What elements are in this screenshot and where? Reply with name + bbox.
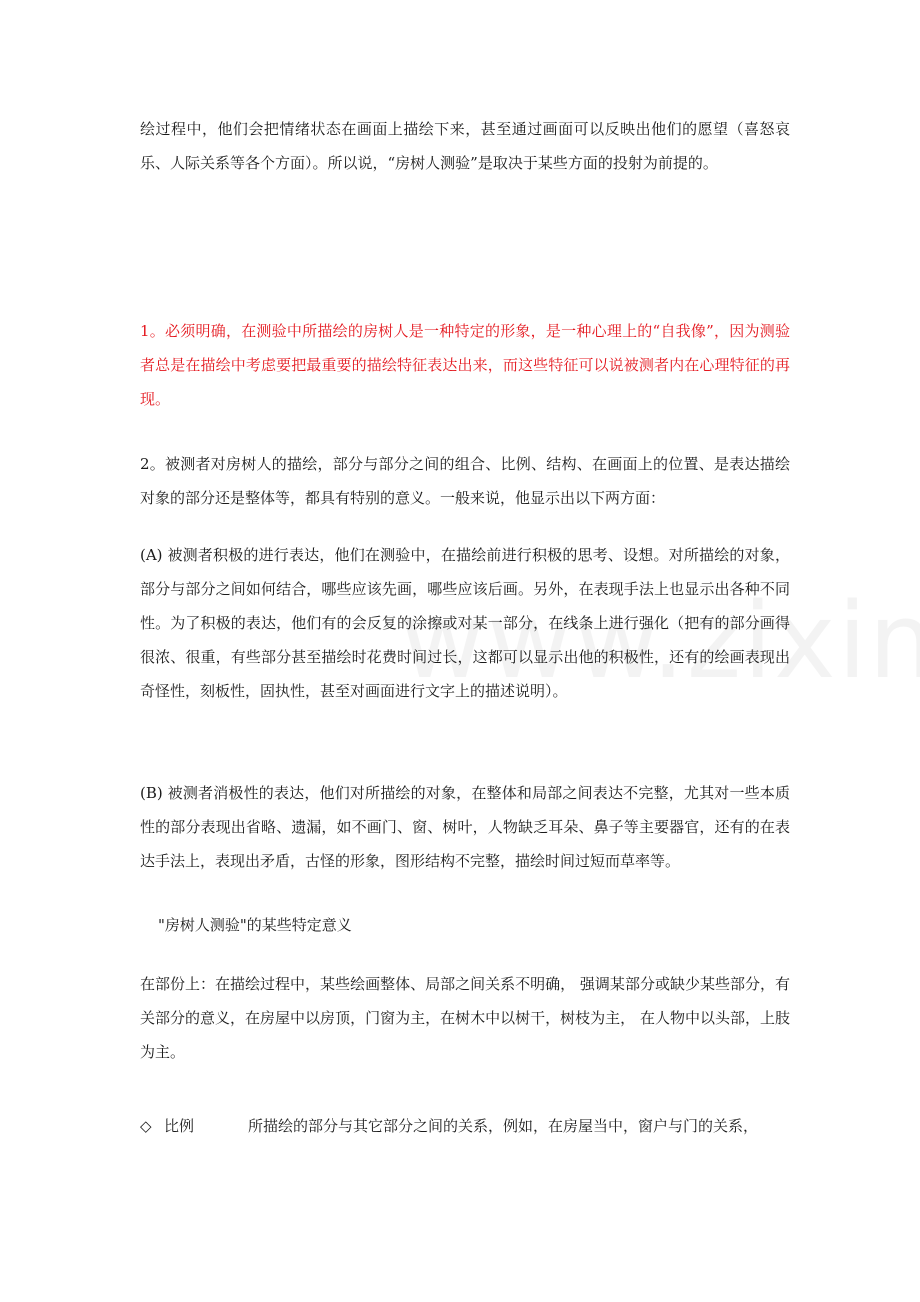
section-heading: "房树人测验"的某些特定意义	[158, 916, 352, 934]
bullet-item-proportion	[140, 1109, 800, 1143]
bullet-text: 所描绘的部分与其它部分之间的关系，例如，在房屋当中，窗户与门的关系，	[248, 1117, 759, 1135]
paragraph-point-1: 1。必须明确，在测验中所描绘的房树人是一种特定的形象，是一种心理上的“自我像”，因为测验者总是在描绘中考虑要把最重要的描绘特征表达出来，而这些特征可以说被测者内在心理特征的再现。	[140, 322, 790, 408]
bullet-term: 比例	[164, 1117, 195, 1135]
paragraph-point-a: (A) 被测者积极的进行表达，他们在测验中，在描绘前进行积极的思考、设想。对所描绘的对象，部分与部分之间如何结合，哪些应该先画，哪些应该后画。另外，在表现手法上也显示出各种不同性。为了积极的表达，他们有的会反复的涂擦或对某一部分，在线条上进行强化（把有的部分画得很浓、很重，有些部分甚至描绘时花费时间过长，这都可以显示出他的积极性，还有的绘画表现出奇怪性，刻板性，固执性，甚至对画面进行文字上的描述说明）。	[140, 546, 790, 700]
paragraph-point-b: (B) 被测者消极性的表达，他们对所描绘的对象，在整体和局部之间表达不完整，尤其对一些本质性的部分表现出省略、遗漏，如不画门、窗、树叶，人物缺乏耳朵、鼻子等主要器官，还有的在表达手法上，表现出矛盾，古怪的形象，图形结构不完整，描绘时间过短而草率等。	[140, 784, 790, 870]
paragraph-parts: 在部份上：在描绘过程中，某些绘画整体、局部之间关系不明确， 强调某部分或缺少某些部分，有关部分的意义，在房屋中以房顶，门窗为主，在树木中以树干，树枝为主， 在人物中以头部，上肢为主。	[140, 975, 790, 1061]
paragraph-intro-continuation: 绘过程中，他们会把情绪状态在画面上描绘下来，甚至通过画面可以反映出他们的愿望（喜怒哀乐、人际关系等各个方面）。所以说，“房树人测验”是取决于某些方面的投射为前提的。	[140, 120, 790, 172]
paragraph-point-2: 2。被测者对房树人的描绘，部分与部分之间的组合、比例、结构、在画面上的位置、是表达描绘对象的部分还是整体等，都具有特别的意义。一般来说，他显示出以下两方面：	[140, 455, 790, 507]
diamond-bullet-icon: ◇	[140, 1117, 152, 1135]
